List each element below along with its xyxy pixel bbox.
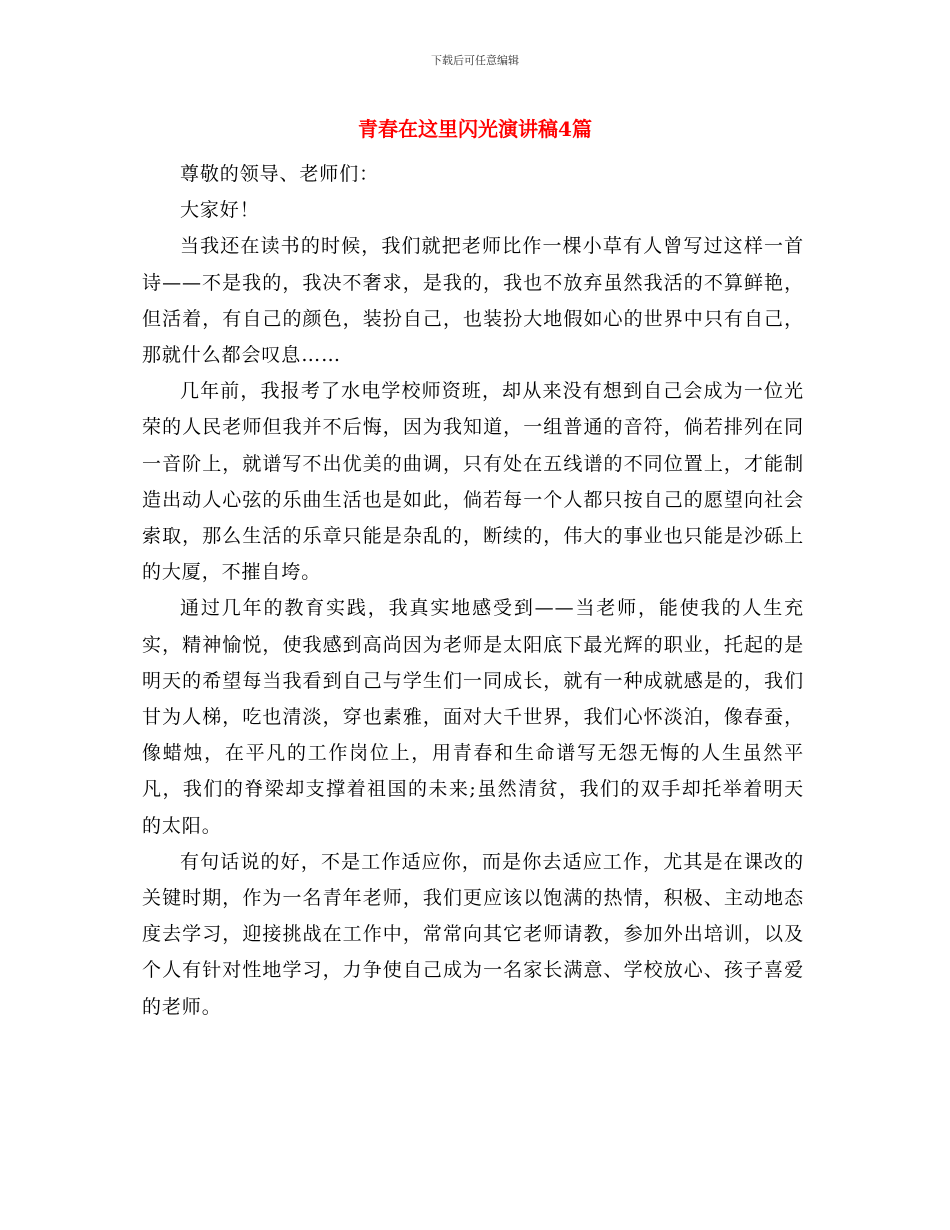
salutation: 尊敬的领导、老师们： (180, 163, 380, 185)
paragraph: 有句话说的好，不是工作适应你，而是你去适应工作，尤其是在课改的关键时期，作为一名青年老师，我们更应该以饱满的热情，积极、主动地态度去学习，迎接挑战在工作中，常常向其它老师请教，参加外出培训，以及个人有针对性地学习，力争使自己成为一名家长满意、学校放心、孩子喜爱的老师。 (142, 850, 804, 1018)
paragraph: 几年前，我报考了水电学校师资班，却从来没有想到自己会成为一位光荣的人民老师但我并不后悔，因为我知道，一组普通的音符，倘若排列在同一音阶上，就谱写不出优美的曲调，只有处在五线谱的不同位置上，才能制造出动人心弦的乐曲生活也是如此，倘若每一个人都只按自己的愿望向社会索取，那么生活的乐章只能是杂乱的，断续的，伟大的事业也只能是沙砾上的大厦，不摧自垮。 (142, 380, 804, 584)
greeting: 大家好！ (180, 199, 260, 222)
paragraph: 当我还在读书的时候，我们就把老师比作一棵小草有人曾写过这样一首诗——不是我的，我决不奢求，是我的，我也不放弃虽然我活的不算鲜艳，但活着，有自己的颜色，装扮自己，也装扮大地假如心的世界中只有自己，那就什么都会叹息…… (142, 235, 804, 367)
document-title: 青春在这里闪光演讲稿4篇 (358, 117, 592, 141)
header-note: 下载后可任意编辑 (431, 54, 519, 67)
paragraph: 通过几年的教育实践，我真实地感受到——当老师，能使我的人生充实，精神愉悦，使我感到高尚因为老师是太阳底下最光辉的职业，托起的是明天的希望每当我看到自己与学生们一同成长，就有一种成就感是的，我们甘为人梯，吃也清淡，穿也素雅，面对大千世界，我们心怀淡泊，像春蚕，像蜡烛，在平凡的工作岗位上，用青春和生命谱写无怨无悔的人生虽然平凡，我们的脊梁却支撑着祖国的未来;虽然清贫，我们的双手却托举着明天的太阳。 (142, 597, 804, 837)
document-body (142, 156, 804, 1025)
